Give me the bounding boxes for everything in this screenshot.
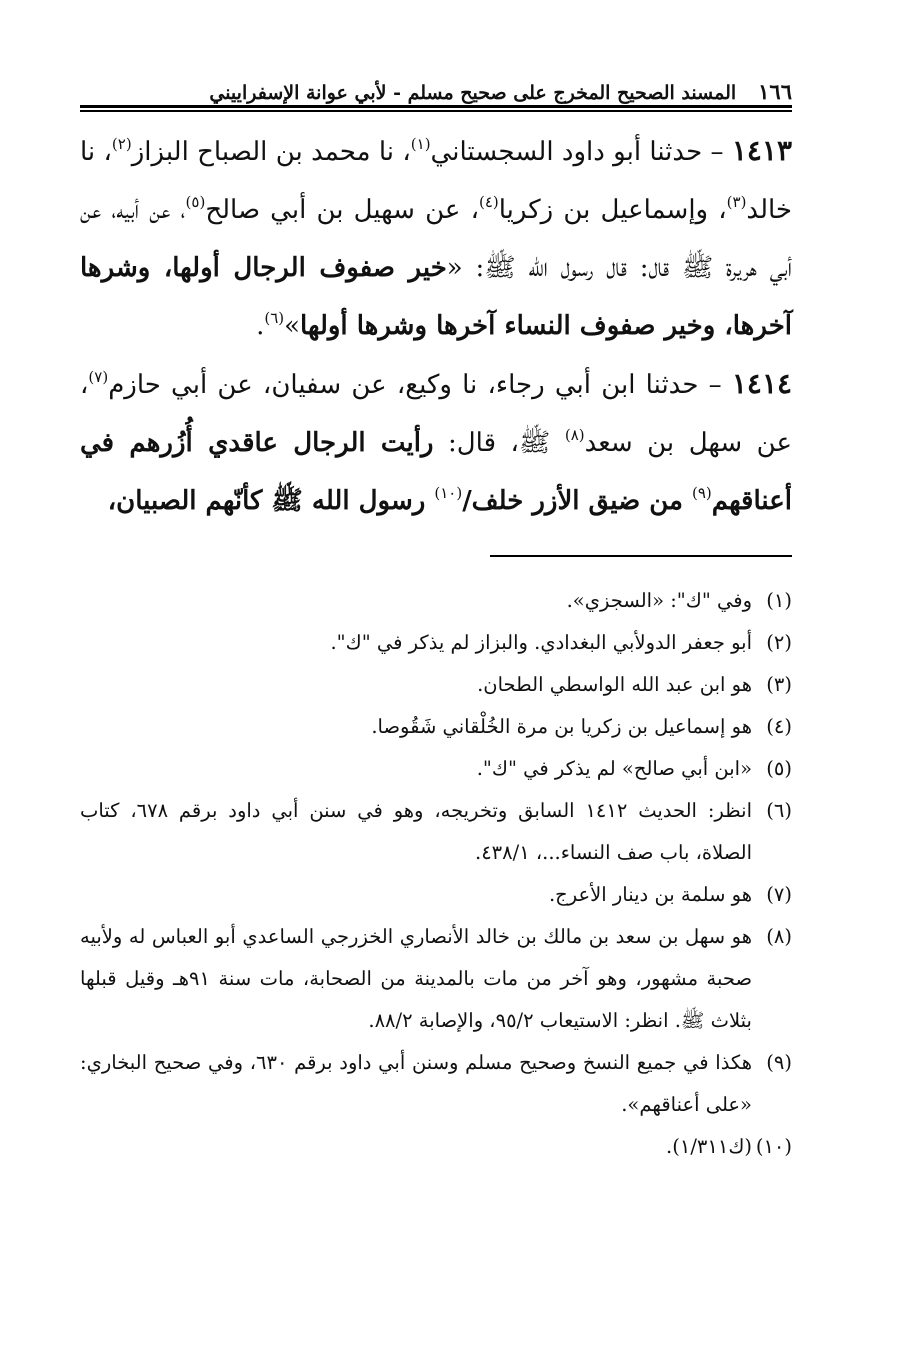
footnote-ref[interactable]: (١٠) bbox=[434, 484, 463, 502]
hadith-text: ، عن سهل بن سعد bbox=[80, 370, 792, 458]
footnote-text: (ك١/٣١١). bbox=[666, 1135, 752, 1158]
hadith-number: ١٤١٤ bbox=[731, 367, 793, 400]
quote-close: » bbox=[284, 311, 301, 341]
hadith-matn: خير صفوف الرجال أولها، وشرها آخرها، وخير صفوف النساء آخرها وشرها أولها bbox=[80, 253, 792, 341]
hadith-text: حدثنا ابن أبي رجاء، نا وكيع، عن سفيان، عن أبي حازم bbox=[108, 370, 699, 400]
hadith-text: ، نا محمد بن الصباح البزاز bbox=[131, 137, 411, 167]
footnote-ref[interactable]: (١) bbox=[410, 135, 431, 153]
footnote-text: وفي "ك": «السجزي». bbox=[566, 589, 752, 612]
footnote-ref[interactable]: (٨) bbox=[564, 426, 585, 444]
footnote-text: هو سهل بن سعد بن مالك بن خالد الأنصاري الخزرجي الساعدي أبو العباس له ولأبيه صحبة مشهور، وهو آخر من مات بالمدينة من الصحابة، مات سنة ٩١هـ وقيل قبلها بثلاث ﷺ. انظر: الاستيعاب ٩٥/٢، والإصابة ٨٨/٢. bbox=[80, 925, 753, 1032]
footnote-text: هو ابن عبد الله الواسطي الطحان. bbox=[477, 673, 752, 696]
hadith-matn: رأيت الرجال عاقدي أُزُرهم في أعناقهم bbox=[80, 428, 792, 516]
running-header bbox=[80, 68, 792, 104]
footnote-ref[interactable]: (٥) bbox=[185, 193, 206, 211]
footnote-number: (٢) bbox=[766, 631, 792, 654]
period: . bbox=[256, 311, 265, 341]
header-rule bbox=[80, 105, 792, 108]
footnote-ref[interactable]: (٧) bbox=[88, 368, 109, 386]
hadith-text: ، وإسماعيل بن زكريا bbox=[498, 195, 727, 225]
footnote-ref[interactable]: (٣) bbox=[726, 193, 747, 211]
footnote-5 bbox=[80, 748, 792, 790]
footnote-10 bbox=[80, 1126, 792, 1168]
footnote-ref[interactable]: (٤) bbox=[478, 193, 499, 211]
hadith-text: ، نا خالد bbox=[80, 137, 792, 225]
hadith-text: ، عن أبيه، عن أبي هريرة ﷺ قال: قال رسول الله ﷺ: « bbox=[80, 195, 793, 283]
footnote-1 bbox=[80, 580, 792, 622]
footnote-number: (١) bbox=[766, 589, 792, 612]
footnote-text: أبو جعفر الدولأبي البغدادي. والبزاز لم يذكر في "ك". bbox=[330, 631, 752, 654]
footnote-number: (٧) bbox=[766, 883, 792, 906]
footnote-ref[interactable]: (٩) bbox=[691, 484, 712, 502]
footnote-4 bbox=[80, 706, 792, 748]
main-text bbox=[80, 122, 792, 530]
footnote-text: «ابن أبي صالح» لم يذكر في "ك". bbox=[476, 757, 752, 780]
footnote-number: (٦) bbox=[766, 799, 792, 822]
hadith-matn: من ضيق الأزر خلف/ bbox=[462, 486, 692, 516]
footnote-number: (٤) bbox=[766, 715, 792, 738]
footnote-9 bbox=[80, 1042, 792, 1126]
running-title: المسند الصحيح المخرج على صحيح مسلم - لأبي عوانة الإسفراييني bbox=[209, 82, 737, 104]
footnote-separator bbox=[490, 555, 792, 557]
hadith-1413 bbox=[80, 122, 792, 355]
hadith-text: ﷺ، قال: bbox=[433, 428, 565, 458]
hadith-matn: رسول الله ﷺ كأنّهم الصبيان، bbox=[107, 486, 435, 516]
footnote-text: هو إسماعيل بن زكريا بن مرة الخُلْقاني شَقُوصا. bbox=[371, 715, 752, 738]
footnote-number: (٣) bbox=[766, 673, 792, 696]
page-number: ١٦٦ bbox=[758, 79, 792, 104]
footnote-8 bbox=[80, 916, 792, 1042]
footnote-ref[interactable]: (٦) bbox=[264, 309, 285, 327]
footnote-text: هكذا في جميع النسخ وصحيح مسلم وسنن أبي داود برقم ٦٣٠، وفي صحيح البخاري: «على أعناقهم». bbox=[80, 1051, 752, 1116]
hadith-text: حدثنا أبو داود السجستاني bbox=[430, 137, 703, 167]
footnote-3 bbox=[80, 664, 792, 706]
footnote-2 bbox=[80, 622, 792, 664]
footnote-number: (٥) bbox=[766, 757, 792, 780]
footnote-number: (٩) bbox=[766, 1051, 792, 1074]
footnote-text: انظر: الحديث ١٤١٢ السابق وتخريجه، وهو في سنن أبي داود برقم ٦٧٨، كتاب الصلاة، باب صف النساء...، ٤٣٨/١. bbox=[80, 799, 753, 864]
footnote-6 bbox=[80, 790, 792, 874]
hadith-text: ، عن سهيل بن أبي صالح bbox=[205, 195, 479, 225]
footnote-7 bbox=[80, 874, 792, 916]
footnote-text: هو سلمة بن دينار الأعرج. bbox=[548, 883, 752, 906]
dash: – bbox=[698, 370, 732, 400]
footnote-ref[interactable]: (٢) bbox=[111, 135, 132, 153]
footnote-number: (١٠) bbox=[755, 1135, 792, 1158]
footnotes bbox=[80, 580, 792, 1168]
hadith-number: ١٤١٣ bbox=[731, 134, 792, 167]
hadith-1414 bbox=[80, 355, 792, 530]
footnote-number: (٨) bbox=[766, 925, 792, 948]
dash: – bbox=[702, 137, 732, 167]
header-rule-thin bbox=[80, 110, 792, 112]
